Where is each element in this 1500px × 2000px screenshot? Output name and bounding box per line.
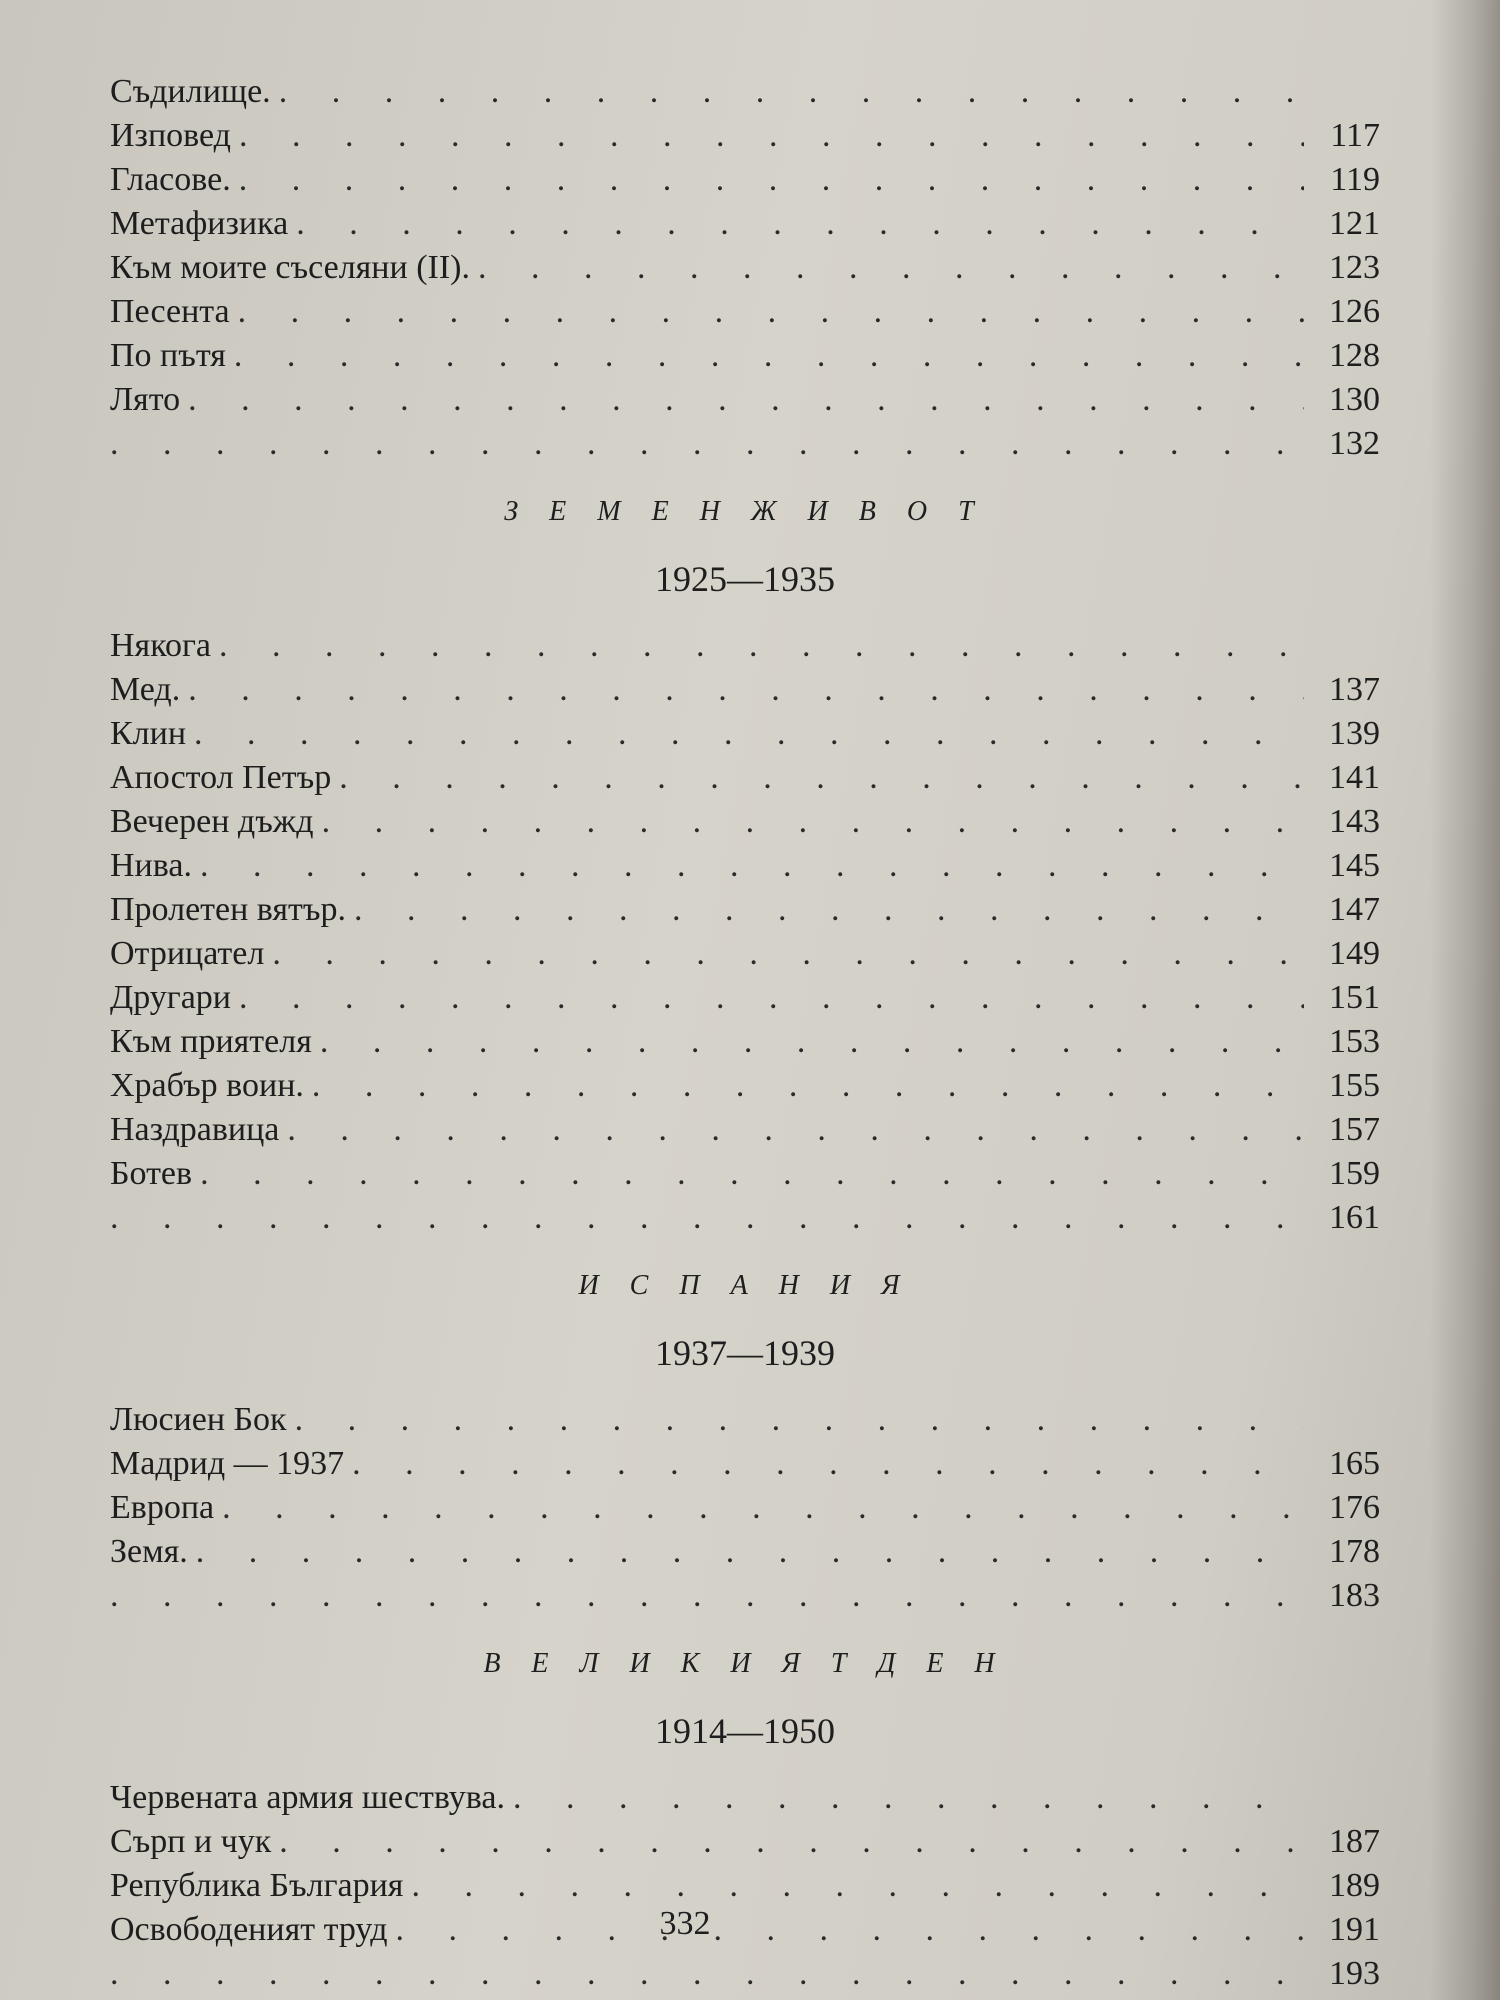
toc-entry-page: 132 [1329, 425, 1380, 462]
toc-entry-title: Червената армия шествува. [110, 1779, 505, 1816]
toc-entry [110, 976, 1380, 1020]
toc-entry-title: Апостол Петър [110, 759, 332, 796]
dot-leader [296, 202, 1304, 246]
toc-entry [110, 422, 1380, 466]
toc-entry-title: Другари [110, 979, 231, 1016]
toc-entry-page: 159 [1329, 1155, 1380, 1192]
toc-entry-page: 189 [1329, 1867, 1380, 1904]
dot-leader [279, 70, 1304, 114]
toc-entry-page: 191 [1329, 1911, 1380, 1948]
dot-leader [188, 668, 1304, 712]
toc-entry-page: 183 [1329, 1577, 1380, 1614]
dot-leader [239, 976, 1304, 1020]
toc-entry-title: Пролетен вятър. [110, 891, 346, 928]
dot-leader [279, 1820, 1304, 1864]
toc-entry-title: Мед. [110, 671, 181, 708]
toc-entry-page: 193 [1329, 1955, 1380, 1992]
section-title: И С П А Н И Я [578, 1270, 912, 1301]
toc-entry-title: Храбър воин. [110, 1067, 304, 1104]
dot-leader [411, 1864, 1304, 1908]
toc-entry [110, 1530, 1380, 1574]
toc-entry-title: Към моите съселяни (II). [110, 249, 470, 286]
toc-entry [110, 1398, 1380, 1442]
toc-entry [110, 158, 1380, 202]
toc-entry [110, 1196, 1380, 1240]
toc-entry [110, 1574, 1380, 1618]
toc-entry-page: 128 [1329, 337, 1380, 374]
toc-entry-page: 130 [1329, 381, 1380, 418]
toc-entry-page: 117 [1330, 117, 1380, 154]
toc-entry-title: Метафизика [110, 205, 289, 242]
toc-entry-title: Вечерен дъжд [110, 803, 314, 840]
toc-entry [110, 1820, 1380, 1864]
dot-leader [219, 624, 1304, 668]
toc-entry [110, 1152, 1380, 1196]
toc-entry-title: Гласове. [110, 161, 231, 198]
toc-entry-page: 141 [1329, 759, 1380, 796]
toc-entry-title: Сърп и чук [110, 1823, 272, 1860]
dot-leader [354, 888, 1304, 932]
toc-entry [110, 334, 1380, 378]
toc-entry-page: 155 [1329, 1067, 1380, 1104]
dot-leader [239, 158, 1304, 202]
toc-entry [110, 1108, 1380, 1152]
toc-entry [110, 1952, 1380, 1996]
toc-entry-title: Наздравица [110, 1111, 280, 1148]
dot-leader [234, 334, 1304, 378]
dot-leader [238, 290, 1304, 334]
toc-entry [110, 1020, 1380, 1064]
dot-leader [110, 1196, 1304, 1240]
toc-entry [110, 1064, 1380, 1108]
toc-entry-title: Люсиен Бок [110, 1401, 287, 1438]
toc-entry [110, 932, 1380, 976]
dot-leader [320, 1020, 1304, 1064]
dot-leader [200, 844, 1304, 888]
dot-leader [110, 422, 1304, 466]
section-years: 1937—1939 [655, 1333, 835, 1373]
toc-entry-title: Отрицател [110, 935, 265, 972]
dot-leader [339, 756, 1304, 800]
dot-leader [222, 1486, 1304, 1530]
toc-entry-page: 121 [1329, 205, 1380, 242]
toc-entry-title: Ботев [110, 1155, 193, 1192]
toc-entry-title: Европа [110, 1489, 215, 1526]
toc-entry [110, 1486, 1380, 1530]
dot-leader [287, 1108, 1304, 1152]
toc-entry-title: Мадрид — 1937 [110, 1445, 345, 1482]
toc-entry-page: 161 [1329, 1199, 1380, 1236]
toc-entry-title: Нива. [110, 847, 192, 884]
toc-entry-title: Съдилище. [110, 73, 271, 110]
toc-entry-title: Песента [110, 293, 230, 330]
section-years: 1914—1950 [655, 1711, 835, 1751]
page-number: 332 [659, 1905, 711, 1942]
toc-entry-page: 119 [1330, 161, 1380, 198]
dot-leader [478, 246, 1304, 290]
toc-entry-page: 176 [1329, 1489, 1380, 1526]
toc-entry-title: Някога [110, 627, 212, 664]
toc-entry [110, 844, 1380, 888]
toc-entry [110, 246, 1380, 290]
dot-leader [110, 1952, 1304, 1996]
dot-leader [322, 800, 1304, 844]
toc-entry-title: Клин [110, 715, 187, 752]
toc-entry [110, 1864, 1380, 1908]
toc-entry-title: Земя. [110, 1533, 188, 1570]
toc-entry-page: 123 [1329, 249, 1380, 286]
toc-entry-page: 165 [1329, 1445, 1380, 1482]
toc-entry-page: 157 [1329, 1111, 1380, 1148]
toc-entry-page: 145 [1329, 847, 1380, 884]
toc-entry-title: Изповед [110, 117, 231, 154]
toc-entry-page: 147 [1329, 891, 1380, 928]
dot-leader [188, 378, 1304, 422]
table-of-contents [110, 70, 1380, 1996]
toc-entry-page: 143 [1329, 803, 1380, 840]
dot-leader [295, 1398, 1304, 1442]
dot-leader [513, 1776, 1304, 1820]
toc-entry-page: 149 [1329, 935, 1380, 972]
dot-leader [312, 1064, 1304, 1108]
toc-entry [110, 1776, 1380, 1820]
toc-entry-title: По пътя [110, 337, 226, 374]
toc-entry-page: 139 [1329, 715, 1380, 752]
toc-entry [110, 70, 1380, 114]
toc-entry [110, 202, 1380, 246]
section-title: В Е Л И К И Я Т Д Е Н [483, 1648, 1007, 1679]
dot-leader [110, 1574, 1304, 1618]
toc-entry-page: 137 [1329, 671, 1380, 708]
section-years: 1925—1935 [655, 559, 835, 599]
toc-entry-page: 126 [1329, 293, 1380, 330]
toc-entry [110, 378, 1380, 422]
toc-entry-title: Освободеният труд [110, 1911, 388, 1948]
dot-leader [239, 114, 1304, 158]
toc-entry [110, 800, 1380, 844]
page-gutter-shadow [1430, 0, 1500, 2000]
toc-entry [110, 1442, 1380, 1486]
toc-entry [110, 290, 1380, 334]
toc-entry-page: 153 [1329, 1023, 1380, 1060]
toc-entry [110, 668, 1380, 712]
dot-leader [196, 1530, 1304, 1574]
dot-leader [272, 932, 1304, 976]
toc-entry-page: 187 [1329, 1823, 1380, 1860]
toc-entry-title: Към приятеля [110, 1023, 312, 1060]
dot-leader [194, 712, 1304, 756]
toc-entry [110, 114, 1380, 158]
toc-entry [110, 624, 1380, 668]
toc-entry [110, 712, 1380, 756]
toc-entry-title: Република България [110, 1867, 404, 1904]
section-title: З Е М Е Н Ж И В О Т [504, 496, 986, 527]
toc-entry-title: Лято [110, 381, 181, 418]
toc-entry-page: 178 [1329, 1533, 1380, 1570]
toc-entry-page: 151 [1329, 979, 1380, 1016]
toc-entry [110, 756, 1380, 800]
dot-leader [200, 1152, 1304, 1196]
dot-leader [352, 1442, 1304, 1486]
toc-entry [110, 888, 1380, 932]
